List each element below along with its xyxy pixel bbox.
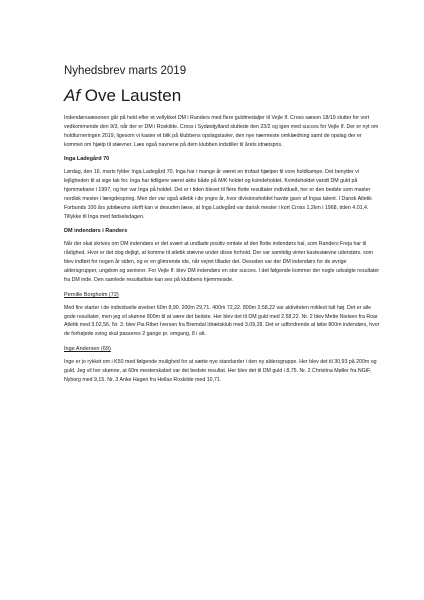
newsletter-content bbox=[64, 64, 380, 391]
section-body-inga-ladegaard: Lørdag, den 16. marts fylder Inga Ladegård 70. Inga har i mange år været en trofast hjælper til vore holdkampe. Det benytter vi lejligheden til at sige tak for. Inga har tidligere været aktiv både på M/K holdet og kvindeholdet. Kvindeholdet vandt DM guld på hjemmebane i 1997, og her var Inga på holdet. Det er i tiden blevet til flere flotte resultater individuelt, her er den bedste som master nordisk mester i længdespring. Men der var også atletik i de yngre år, hvor divisionsholdet havde gavn af Ingas talent. I Dansk Atletik Forbunds 100 års jubilæums skrift kan vi desuden læse, at Inga Ladegård var dansk mester i kort Cross 1,2km i 1968, tiden 4.01,4. Tillykke til Inga med fødselsdagen. bbox=[64, 169, 372, 220]
section-heading-dm-indendoers: DM indendørs i Randers bbox=[64, 228, 128, 235]
section-body-pernille-borgholm: Med fire starter i de individuelle øvelser 60m 8,90. 200m 29,71. 400m 72,22. 800m 2.58,22 var aktiviteten mildest talt høj. Det er alle gode resultater, men jeg vil skønne 800m til at være det bedste. Her blev det til DM guld med 2.58,22. Nr. 2 blev Mette Nielsen fra Roar Atletik med 3.02,56. Nr. 3. blev Pia Riber Iversen fra Bremdal Idrætsklub med 3.09,28. Det er udfordrende at løbe 800m indendørs, hvor de forhøjede sving skal passeres 2 gange pr. omgang, 8 i alt. bbox=[64, 304, 380, 338]
section-body-inge-andersen: Inge er jo rykket om i K50 med følgende mulighed for at sætte nye standarder i den ny aldersgruppe. Her blev det til 30,93 på 200m og guld. Jeg vil her skønne, at 60m mesterskabet var det bedste resultat. Her blev det til DM guld i 8,75. Nr. 2 Christina Møller fra NGIF, Nyborg med 9,15. Nr. 3 Anke Hagen fra Hellas Roskilde med 10,71. bbox=[64, 359, 377, 383]
section-body-dm-indendoers: Når der skal skrives om DM indendørs er det svært at undlade positiv omtale af den flotte indendørs hal, som Randers Freja har til rådighed. Hvor er det dog dejligt, at komme til atletik stævne under disse forhold. Der var samtidig vinter kastestævne udendørs. som blev indført for nogen år siden, og er en glimrende ide, når vejret tillader det. Desuden var der DM indendørs for de øvrige aldersgrupper, ungdom og seniorer. For Vejle If. blev DM indendørs en stor succes. I det følgende kommer der nogle udvalgte resultater fra DM inde. Den samlede resultatliste kan ses på klubbens hjemmeside. bbox=[64, 241, 380, 283]
author-name: Ove Lausten bbox=[84, 86, 182, 105]
section-heading-inge-andersen: Inge Andersen (69) bbox=[64, 346, 111, 353]
section-heading-pernille-borgholm: Pernille Borgholm (72) bbox=[64, 291, 119, 298]
section-heading-inga-ladegaard: Inga Ladegård 70 bbox=[64, 156, 110, 163]
intro-paragraph: Indendørssæsonen går på held efter et vellykket DM i Randers med flere guldmedaljer til Vejle If. Cross sæson 18/19 slutter for vort vedkommende den 9/3, når der er DM i Roskilde. Cross i Sydøstjylland sluttede den 23/2 og igen med succes for Vejle If. Der er nyt om holdturneringen 2019, ligesom vi kaster et blik på klubbens opslagstavler, den nye nærmeste omklædning samt de opslag der er kommet om hjælp til stævner. Læs også navnene på dem klubben indstiller til årets idrætspris. bbox=[64, 115, 379, 148]
author-prefix: Af bbox=[64, 86, 81, 105]
author-line bbox=[64, 86, 380, 106]
newsletter-title: Nyhedsbrev marts 2019 bbox=[64, 65, 187, 77]
